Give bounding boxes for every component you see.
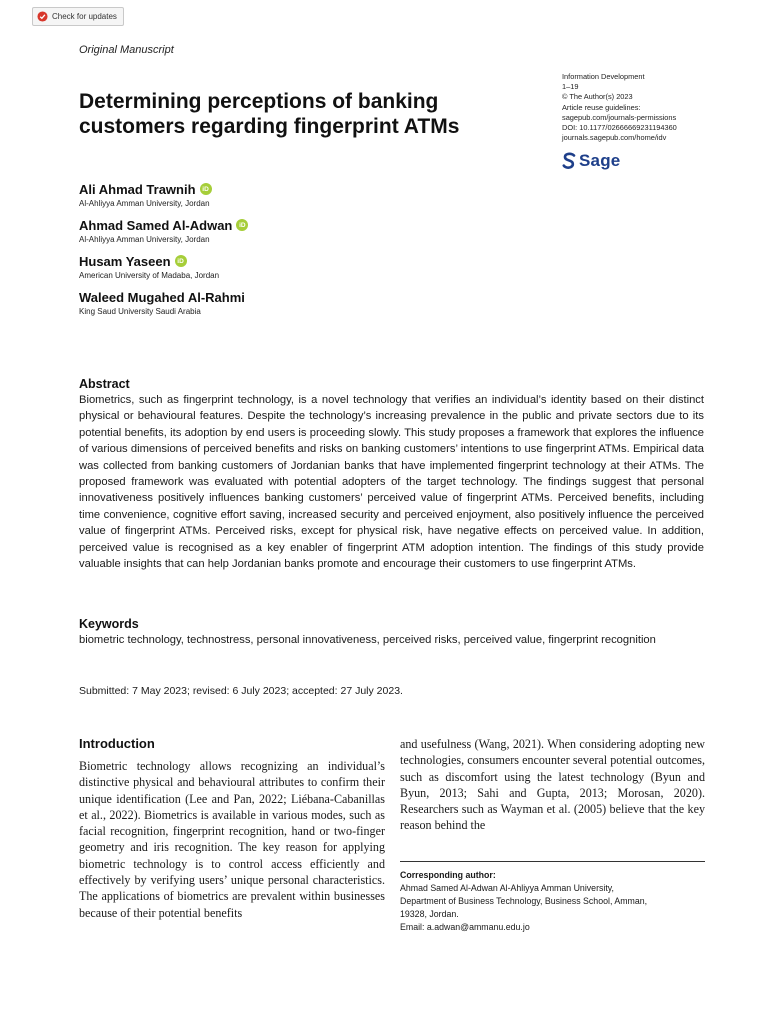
introduction-heading: Introduction — [79, 736, 155, 751]
corresponding-author-email[interactable]: Email: a.adwan@ammanu.edu.jo — [400, 922, 530, 932]
orcid-icon[interactable]: iD — [200, 183, 212, 195]
article-title: Determining perceptions of banking customers regarding fingerprint ATMs — [79, 90, 460, 138]
abstract-heading: Abstract — [79, 377, 130, 391]
author-name: Ahmad Samed Al-Adwan — [79, 217, 233, 233]
author — [79, 288, 499, 316]
publisher-name: Sage — [579, 151, 621, 170]
submission-dates: Submitted: 7 May 2023; revised: 6 July 2023; accepted: 27 July 2023. — [79, 685, 403, 697]
author-list — [79, 180, 499, 324]
sage-logo — [562, 151, 620, 171]
corresponding-author-heading: Corresponding author: — [400, 870, 496, 880]
doi-link[interactable]: DOI: 10.1177/02666669231194360 — [562, 123, 677, 133]
author — [79, 180, 499, 208]
article-type: Original Manuscript — [79, 44, 174, 56]
author-affiliation: Al-Ahliyya Amman University, Jordan — [79, 199, 210, 208]
check-for-updates-label: Check for updates — [52, 12, 117, 21]
author-name: Ali Ahmad Trawnih — [79, 181, 196, 197]
abstract-section — [79, 377, 704, 572]
corresponding-author-line: Department of Business Technology, Business School, Amman, — [400, 896, 648, 906]
check-for-updates-badge[interactable] — [32, 7, 124, 26]
introduction-text: Biometric technology allows recognizing an individual’s distinctive physical and behavioural attributes to confirm their unique identification (Lee and Pan, 2022; Liébana-Cabanillas et al., 2022). Biometrics is available in various modes, such as facial recognition, fingerprint recognition, hand or two-finger geometry and iris recognition. The key reason for applying biometric technology is to control access efficiently and effectively by verifying users’ unique personal characteristics. The applications of biometrics are prevalent within businesses because of their potential benefits — [79, 759, 385, 920]
keywords-heading: Keywords — [79, 617, 139, 631]
journal-home-link[interactable]: journals.sagepub.com/home/idv — [562, 133, 667, 143]
keywords-section — [79, 617, 704, 648]
check-for-updates-icon — [37, 11, 48, 22]
journal-info — [562, 72, 752, 143]
introduction-right-column — [400, 736, 705, 834]
author-name: Husam Yaseen — [79, 253, 171, 269]
introduction-left-column — [79, 736, 385, 921]
keywords-text: biometric technology, technostress, personal innovativeness, perceived risks, perceived value, fingerprint recognition — [79, 634, 656, 646]
orcid-icon[interactable]: iD — [175, 255, 187, 267]
corresponding-author-line: Ahmad Samed Al-Adwan Al-Ahliyya Amman University, — [400, 883, 614, 893]
abstract-text: Biometrics, such as fingerprint technology, is a novel technology that verifies an individual’s identity based on their distinct physical or behavioural features. Despite the technology’s increasing prevalence in the public and private sectors due to its potential benefits, its adoption by end users is proceeding slowly. This study proposes a framework that explores the influence of various dimensions of perceived benefits and risks on banking customers’ intentions to use fingerprint ATMs. Empirical data was collected from banking customers of Jordanian banks that have implemented fingerprint technology at their ATMs. The proposed framework was evaluated with potential adopters of the target technology. The findings suggest that personal innovativeness positively influences banking customers’ perceived value of fingerprint ATMs. Perceived benefits, including time convenience, cognitive effort saving, increased security and perceived enjoyment, also positively influence the perceived value of fingerprint ATMs. Perceived risks, except for physical risk, have negative effects on perceived value. In addition, perceived value is recognised as a key enabler of fingerprint ATM adoption intention. The findings of this study provide valuable insights that can help Jordanian banks promote and encourage their customers to use fingerprint ATMs. — [79, 394, 704, 571]
author — [79, 252, 499, 280]
permissions-link[interactable]: sagepub.com/journals-permissions — [562, 112, 677, 122]
footnote-divider — [400, 861, 705, 862]
corresponding-author-line: 19328, Jordan. — [400, 909, 459, 919]
copyright: © The Author(s) 2023 — [562, 92, 633, 102]
journal-name: Information Development — [562, 72, 645, 81]
author-name: Waleed Mugahed Al-Rahmi — [79, 289, 245, 305]
author-affiliation: Al-Ahliyya Amman University, Jordan — [79, 235, 210, 244]
reuse-guidelines-label: Article reuse guidelines: — [562, 102, 641, 112]
orcid-icon[interactable]: iD — [236, 219, 248, 231]
author-affiliation: American University of Madaba, Jordan — [79, 271, 220, 280]
corresponding-author — [400, 869, 705, 934]
sage-s-icon — [562, 152, 576, 170]
author — [79, 216, 499, 244]
page-range: 1–19 — [562, 82, 579, 92]
introduction-continued-text: and usefulness (Wang, 2021). When considering adopting new technologies, consumers encounter several potential outcomes, such as discomfort using the latest technology (Byun and Byun, 2013; Sahi and Gupta, 2013; Morosan, 2020). Researchers such as Wayman et al. (2005) believe that the key reason behind the — [400, 737, 705, 833]
author-affiliation: King Saud University Saudi Arabia — [79, 307, 201, 316]
